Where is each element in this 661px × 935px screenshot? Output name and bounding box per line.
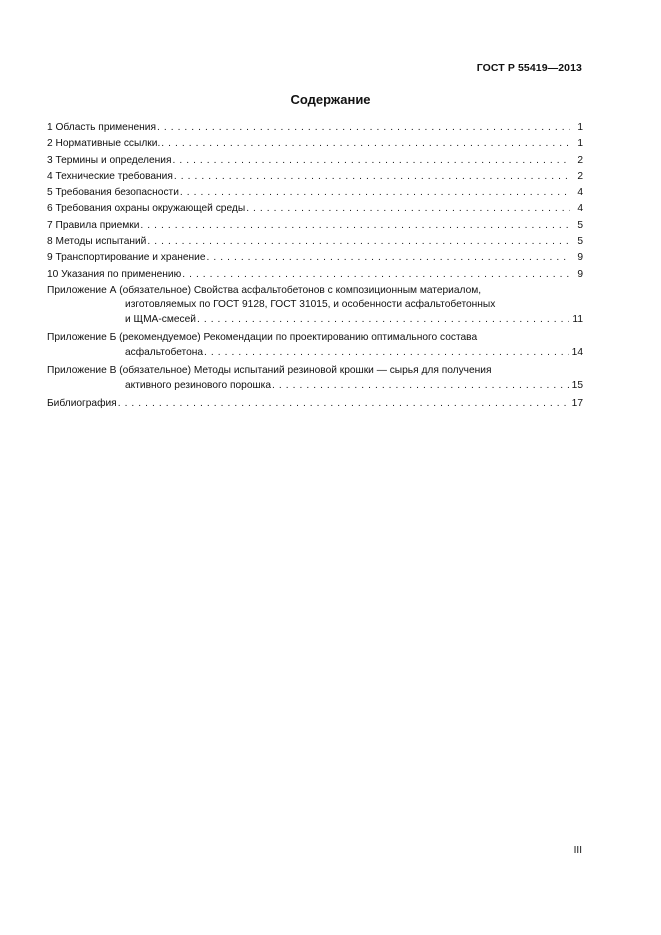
toc-entry[interactable]: [47, 169, 583, 185]
toc-bibliography[interactable]: [47, 396, 583, 412]
dot-leader: [246, 201, 570, 217]
toc-entry-text: 9 Транспортирование и хранение: [47, 252, 206, 264]
toc-appendix-line: изготовляемых по ГОСТ 9128, ГОСТ 31015, и особенности асфальтобетонных: [125, 298, 496, 310]
toc-entry[interactable]: [47, 250, 583, 266]
toc-appendix-page: 11: [572, 313, 583, 325]
toc-title: Содержание: [290, 92, 371, 107]
toc-entry-text: 4 Технические требования: [47, 170, 173, 182]
toc-appendix-text: асфальтобетона: [125, 346, 204, 358]
toc-entry-text: 5 Требования безопасности: [47, 187, 179, 199]
toc-appendix-line: Приложение В (обязательное) Методы испытаний резиновой крошки — сырья для получения: [47, 364, 492, 376]
dot-leader: [197, 312, 569, 328]
toc-entry[interactable]: [47, 185, 583, 201]
toc-appendix-text: активного резинового порошка: [125, 379, 272, 391]
toc-entry-text: 10 Указания по применению: [47, 268, 182, 280]
toc-appendix-b[interactable]: [47, 331, 583, 361]
toc-appendix-line: Приложение А (обязательное) Свойства асфальтобетонов с композиционным материалом,: [47, 284, 482, 296]
toc-entry[interactable]: [47, 267, 583, 283]
toc-appendix-page: 14: [571, 346, 583, 358]
toc-entry-text: 1 Область применения: [47, 122, 156, 133]
toc-appendix-c[interactable]: [47, 364, 583, 394]
toc-entry-text: 2 Нормативные ссылки.: [47, 138, 161, 150]
toc-entry-text: Библиография: [47, 397, 117, 409]
toc-entry-page: 5: [577, 236, 583, 248]
toc-entry-page: 4: [577, 187, 583, 199]
toc-entry[interactable]: [47, 201, 583, 217]
toc-appendix-text: и ЩМА-смесей: [125, 313, 196, 325]
document-code: ГОСТ Р 55419—2013: [476, 62, 582, 74]
table-of-contents: [47, 120, 583, 412]
dot-leader: [174, 169, 570, 185]
toc-entry[interactable]: [47, 218, 583, 234]
toc-entry-page: 2: [577, 154, 583, 166]
toc-appendix-a[interactable]: [47, 284, 583, 328]
toc-entry-page: 9: [577, 252, 583, 264]
toc-entry-page: 17: [571, 397, 583, 409]
toc-entry-page: 4: [577, 203, 583, 215]
toc-entry-page: 5: [577, 219, 583, 231]
toc-entry-page: 1: [577, 138, 583, 150]
dot-leader: [140, 218, 570, 234]
dot-leader: [180, 185, 570, 201]
dot-leader: [161, 136, 570, 152]
toc-entry[interactable]: [47, 136, 583, 152]
dot-leader: [147, 234, 570, 250]
dot-leader: [157, 120, 570, 136]
toc-entry-text: 3 Термины и определения: [47, 154, 172, 166]
dot-leader: [118, 396, 569, 412]
toc-entry-page: 1: [577, 122, 583, 133]
dot-leader: [272, 378, 569, 394]
toc-entry-page: 2: [577, 170, 583, 182]
toc-entry[interactable]: [47, 153, 583, 169]
toc-entry-text: 8 Методы испытаний: [47, 236, 147, 248]
toc-appendix-page: 15: [571, 379, 583, 391]
dot-leader: [207, 250, 570, 266]
toc-entry-text: 6 Требования охраны окружающей среды: [47, 203, 246, 215]
toc-entry[interactable]: [47, 120, 583, 136]
toc-entry-text: 7 Правила приемки: [47, 219, 140, 231]
toc-appendix-line: Приложение Б (рекомендуемое) Рекомендации по проектированию оптимального состава: [47, 331, 478, 343]
toc-entry[interactable]: [47, 234, 583, 250]
dot-leader: [182, 267, 570, 283]
dot-leader: [204, 345, 569, 361]
dot-leader: [172, 153, 570, 169]
toc-entry-page: 9: [577, 268, 583, 280]
page-number: III: [573, 845, 582, 856]
